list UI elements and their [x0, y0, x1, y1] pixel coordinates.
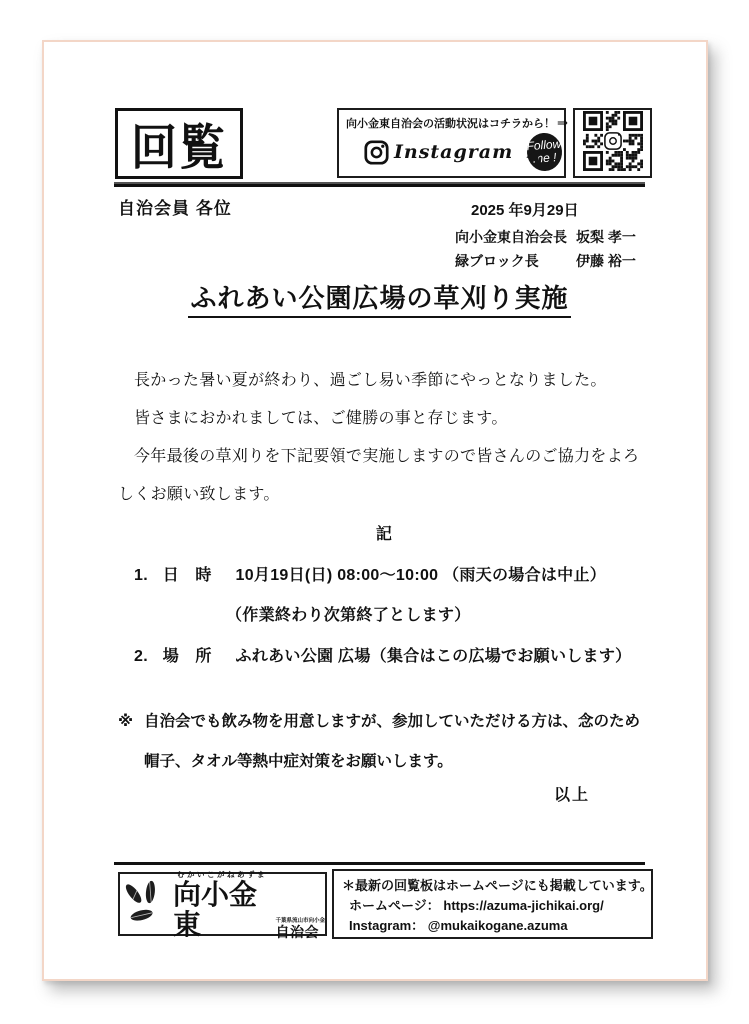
kairan-label: 回覧 — [131, 119, 227, 174]
item-number: 2. — [134, 648, 148, 665]
footer-info-box — [332, 869, 653, 939]
logo-address-tiny: 千葉県流山市向小金 — [275, 917, 325, 924]
banner-notice-text: 向小金東自治会の活動状況はコチラから！ — [346, 118, 555, 130]
qr-code — [583, 111, 643, 176]
instagram-icon — [364, 140, 389, 165]
signer-name: 伊藤 裕一 — [576, 253, 636, 269]
document-date: 2025 年9月29日 — [471, 202, 579, 219]
document-page — [42, 40, 708, 981]
homepage-url: https://azuma-jichikai.org/ — [443, 898, 604, 913]
logo-furigana: むかいこがねあずま — [177, 869, 267, 879]
signature-row — [455, 249, 636, 273]
association-logo-box — [118, 869, 327, 940]
addressee: 自治会員 各位 — [118, 199, 232, 218]
instagram-label: Instagram： — [349, 918, 425, 933]
note-marker: ※ — [118, 713, 134, 730]
kairan-stamp-box — [115, 108, 243, 179]
header-divider — [114, 184, 645, 187]
item-label: 場 所 — [162, 648, 212, 665]
instagram-banner — [337, 108, 566, 178]
caution-note — [118, 702, 658, 782]
signer-role: 向小金東自治会長 — [455, 229, 567, 245]
signature-block — [455, 225, 636, 273]
footer-note: ＊最新の回覧板はホームページにも掲載しています。 — [342, 878, 653, 893]
record-heading: 記 — [375, 526, 393, 543]
homepage-label: ホームページ： — [349, 898, 440, 913]
follow-me-bubble — [526, 132, 563, 172]
arrow-right-icon: ⇒ — [557, 115, 568, 130]
follow-me-line2: me ! — [532, 150, 558, 166]
page-title: ふれあい公園広場の草刈り実施 — [114, 278, 645, 315]
qr-code-box — [573, 108, 652, 178]
item-label: 日 時 — [162, 567, 212, 584]
follow-me-line1: Follow — [526, 136, 562, 154]
paragraph: 皆さまにおかれましては、ご健勝の事と存じます。 — [134, 410, 508, 427]
paragraph: 今年最後の草刈りを下記要領で実施しますので皆さんのご協力をよろしくお願い致します。 — [118, 448, 640, 503]
signer-name: 坂梨 孝一 — [576, 229, 636, 245]
paragraph: 長かった暑い夏が終わり、過ごし易い季節にやっとなりました。 — [134, 372, 607, 389]
note-text-line2: 帽子、タオル等熱中症対策をお願いします。 — [144, 753, 453, 770]
instagram-wordmark: Instagram — [394, 141, 514, 163]
leaves-logo-icon — [120, 880, 168, 928]
signature-row — [455, 225, 636, 249]
instagram-handle: @mukaikogane.azuma — [427, 918, 568, 933]
item-datetime — [118, 557, 650, 595]
logo-name-sub: 自治会 — [275, 923, 319, 940]
logo-name-main: 向小金東 — [173, 878, 258, 940]
association-logo-text — [173, 869, 325, 940]
note-text-line1: 自治会でも飲み物を用意しますが、参加していただける方は、念のため — [144, 713, 641, 730]
item-value: 10月19日(日) 08:00～10:00 （雨天の場合は中止） — [235, 567, 607, 584]
item-place — [118, 638, 650, 676]
item-datetime-note: （作業終わり次第終了とします） — [226, 607, 471, 624]
footer-divider — [114, 862, 645, 865]
item-value: ふれあい公園 広場（集合はこの広場でお願いします） — [235, 648, 632, 665]
item-number: 1. — [134, 567, 148, 584]
closing-ijou: 以上 — [553, 787, 590, 804]
body-text — [118, 362, 650, 676]
signer-role: 緑ブロック長 — [455, 253, 539, 269]
